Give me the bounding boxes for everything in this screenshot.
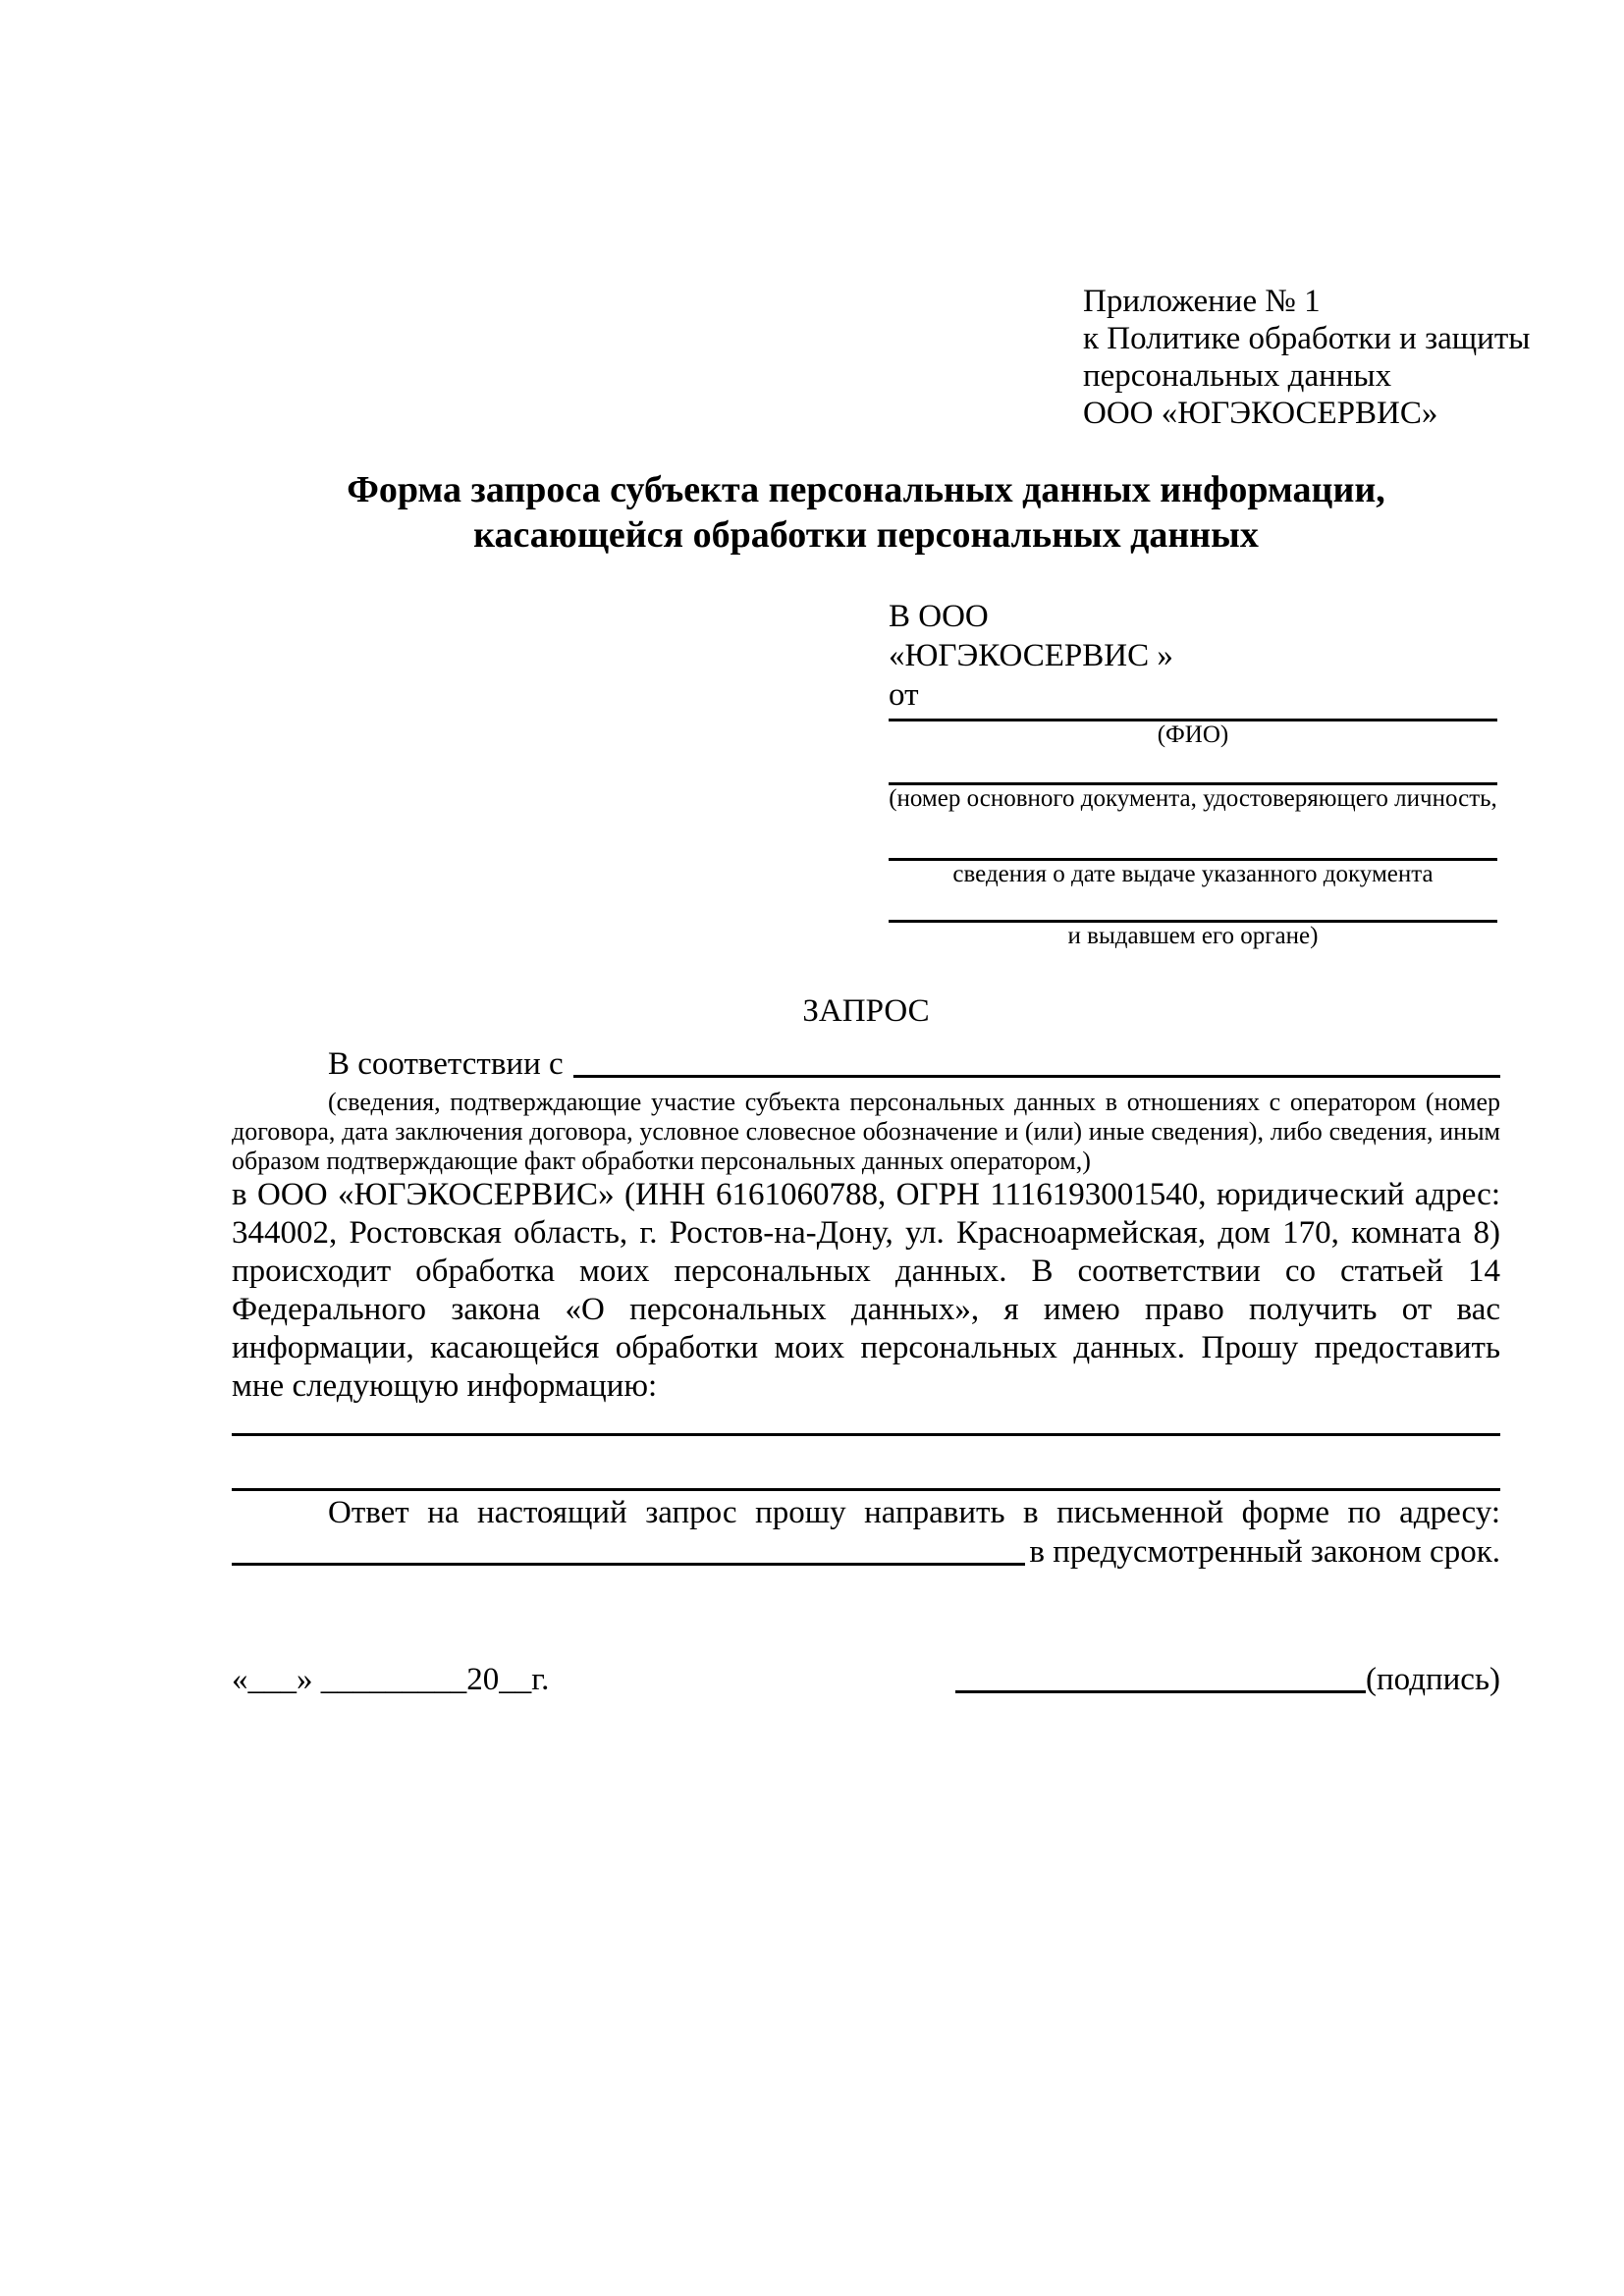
signature-group	[955, 1660, 1500, 1699]
signature-row	[232, 1660, 1500, 1699]
document-title-line: касающейся обработки персональных данных	[473, 514, 1259, 556]
appendix-line: Приложение № 1	[1083, 284, 1321, 319]
note-paragraph: (сведения, подтверждающие участие субъекта персональных данных в отношениях с оператором (номер договора, дата заключения договора, условное словесное обозначение и (или) иные сведения), либо сведения, иным образом подтверждающие факт обработки персональных данных оператором,)	[232, 1088, 1500, 1175]
appendix-header	[1083, 283, 1531, 432]
compliance-field-line	[573, 1075, 1500, 1078]
signature-field-line	[955, 1690, 1366, 1693]
address-field-line	[232, 1563, 1025, 1566]
addressee-line: «ЮГЭКОСЕРВИС »	[889, 638, 1173, 673]
body-paragraph: в ООО «ЮГЭКОСЕРВИС» (ИНН 6161060788, ОГРН 1116193001540, юридический адрес: 344002, Ростовская область, г. Ростов-на-Дону, ул. Красноармейская, дом 170, комната 8) происходит обработка моих персональных данных. В соответствии со статьей 14 Федерального закона «О персональных данных», я имею право получить от вас информации, касающейся обработки моих персональных данных. Прошу предоставить мне следующую информацию:	[232, 1177, 1500, 1404]
addressee-line: В ООО	[889, 599, 989, 634]
fio-field-label: (ФИО)	[1157, 721, 1229, 748]
reply-address-row	[232, 1532, 1500, 1572]
document-title-line: Форма запроса субъекта персональных данных информации,	[347, 469, 1385, 510]
appendix-line: персональных данных	[1083, 358, 1392, 394]
issue-date-field-label: сведения о дате выдаче указанного документа	[952, 861, 1434, 887]
blank-field-line-1	[232, 1433, 1500, 1436]
compliance-row	[232, 1044, 1500, 1084]
request-heading: ЗАПРОС	[802, 993, 930, 1029]
issuing-authority-field-label: и выдавшем его органе)	[1067, 923, 1319, 949]
document-number-field-label: (номер основного документа, удостоверяющего личность,	[889, 785, 1497, 812]
addressee-line: от	[889, 677, 919, 713]
document-title	[232, 467, 1500, 558]
addressee-block	[889, 597, 1497, 950]
signature-label: (подпись)	[1366, 1662, 1500, 1697]
reply-paragraph: Ответ на настоящий запрос прошу направить в письменной форме по адресу:	[328, 1495, 1500, 1530]
blank-field-line-2	[232, 1488, 1500, 1491]
compliance-prefix: В соответствии с	[328, 1046, 564, 1082]
reply-suffix: в предусмотренный законом срок.	[1029, 1534, 1500, 1570]
appendix-line: ООО «ЮГЭКОСЕРВИС»	[1083, 396, 1438, 431]
appendix-line: к Политике обработки и защиты	[1083, 321, 1531, 356]
date-field: «___» _________20__г.	[232, 1662, 550, 1697]
